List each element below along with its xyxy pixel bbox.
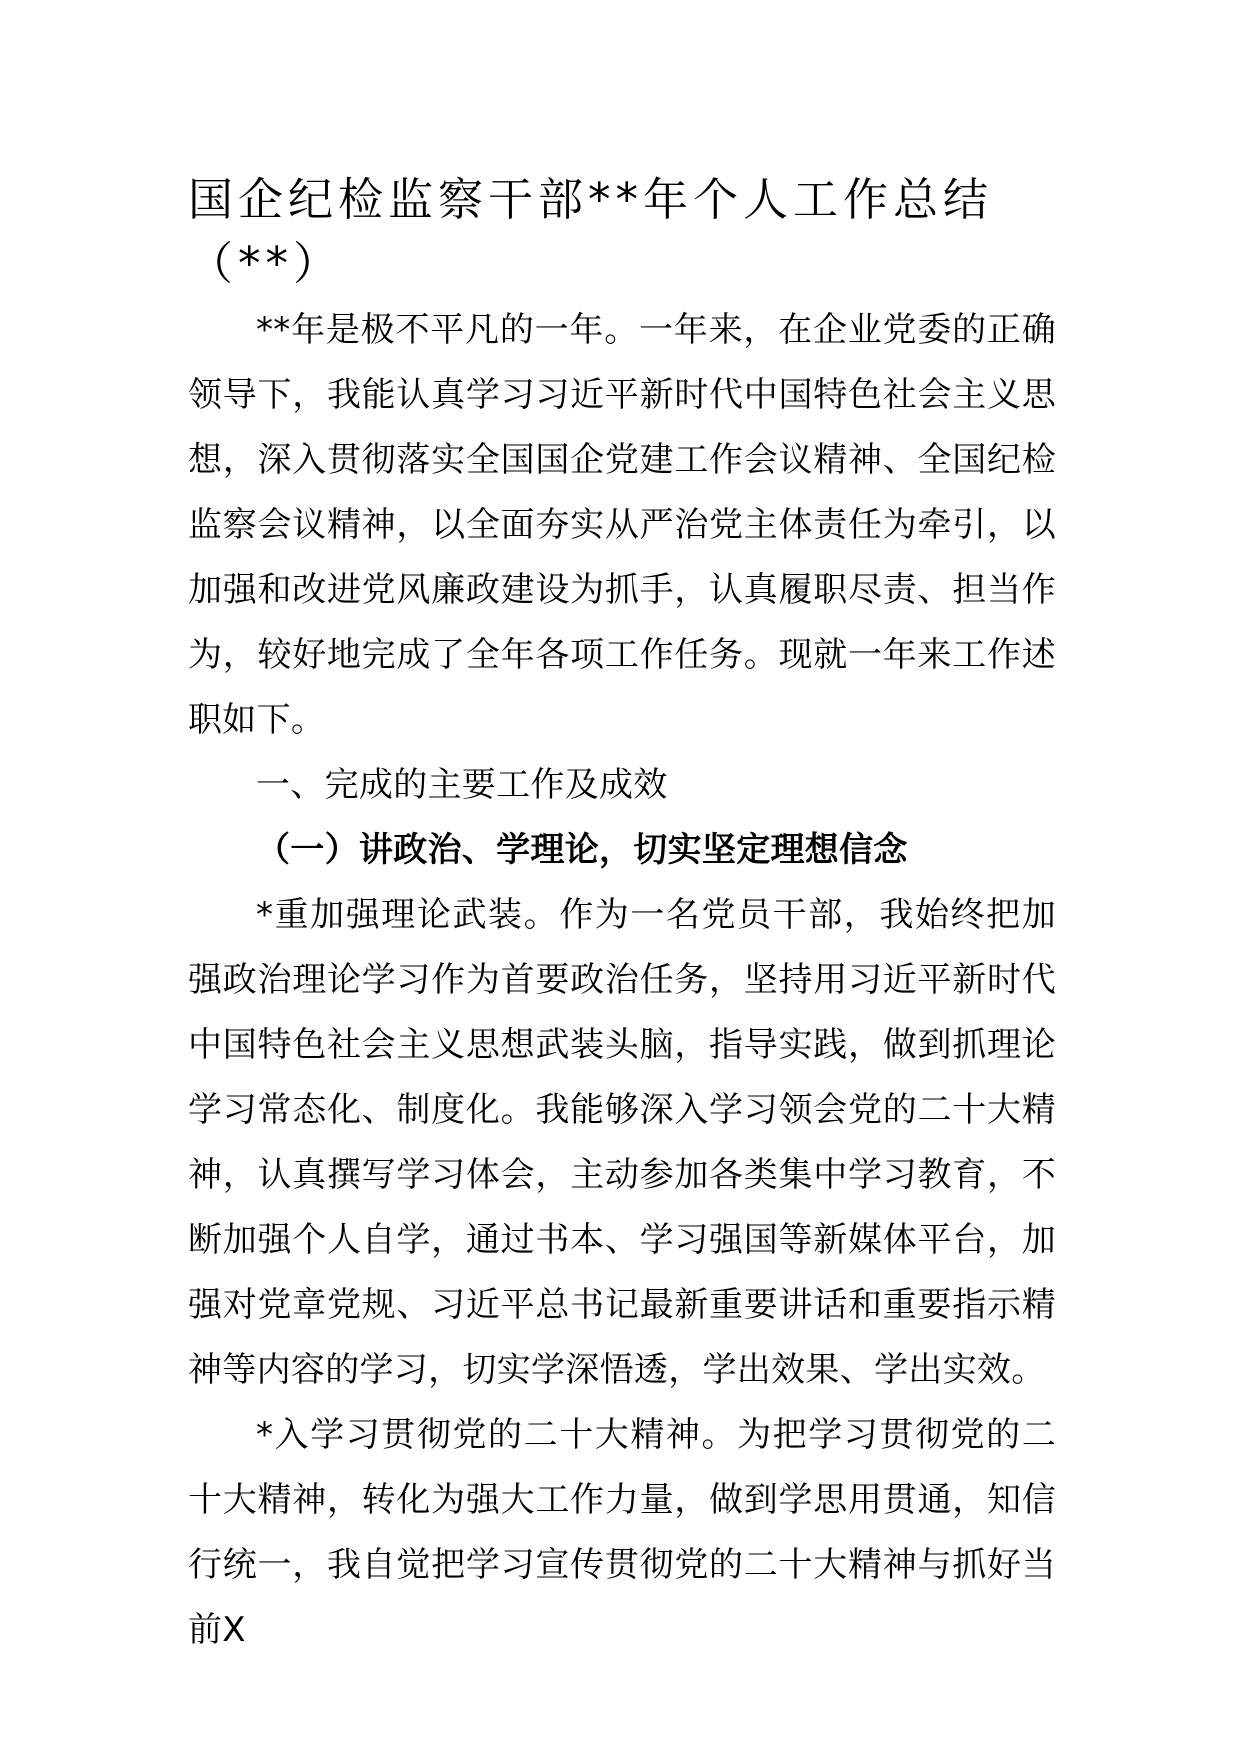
congress-paragraph: *入学习贯彻党的二十大精神。为把学习贯彻党的二十大精神，转化为强大工作力量，做到学思用贯通，知信行统一，我自觉把学习宣传贯彻党的二十大精神与抓好当前X: [188, 1415, 1056, 1650]
intro-paragraph: **年是极不平凡的一年。一年来，在企业党委的正确领导下，我能认真学习习近平新时代中国特色社会主义思想，深入贯彻落实全国国企党建工作会议精神、全国纪检监察会议精神，以全面夯实从严治党主体责任为牵引，以加强和改进党风廉政建设为抓手，认真履职尽责、担当作为，较好地完成了全年各项工作任务。现就一年来工作述职如下。: [188, 310, 1056, 740]
section-heading: 一、完成的主要工作及成效: [256, 765, 668, 805]
document-body: [188, 298, 1056, 1663]
document-title: 国企纪检监察干部**年个人工作总结（**）: [188, 173, 994, 290]
theory-paragraph: *重加强理论武装。作为一名党员干部，我始终把加强政治理论学习作为首要政治任务，坚持用习近平新时代中国特色社会主义思想武装头脑，指导实践，做到抓理论学习常态化、制度化。我能够深入学习领会党的二十大精神，认真撰写学习体会，主动参加各类集中学习教育，不断加强个人自学，通过书本、学习强国等新媒体平台，加强对党章党规、习近平总书记最新重要讲话和重要指示精神等内容的学习，切实学深悟透，学出效果、学出实效。: [188, 895, 1056, 1390]
subsection-heading: （一）讲政治、学理论，切实坚定理想信念: [256, 830, 908, 870]
